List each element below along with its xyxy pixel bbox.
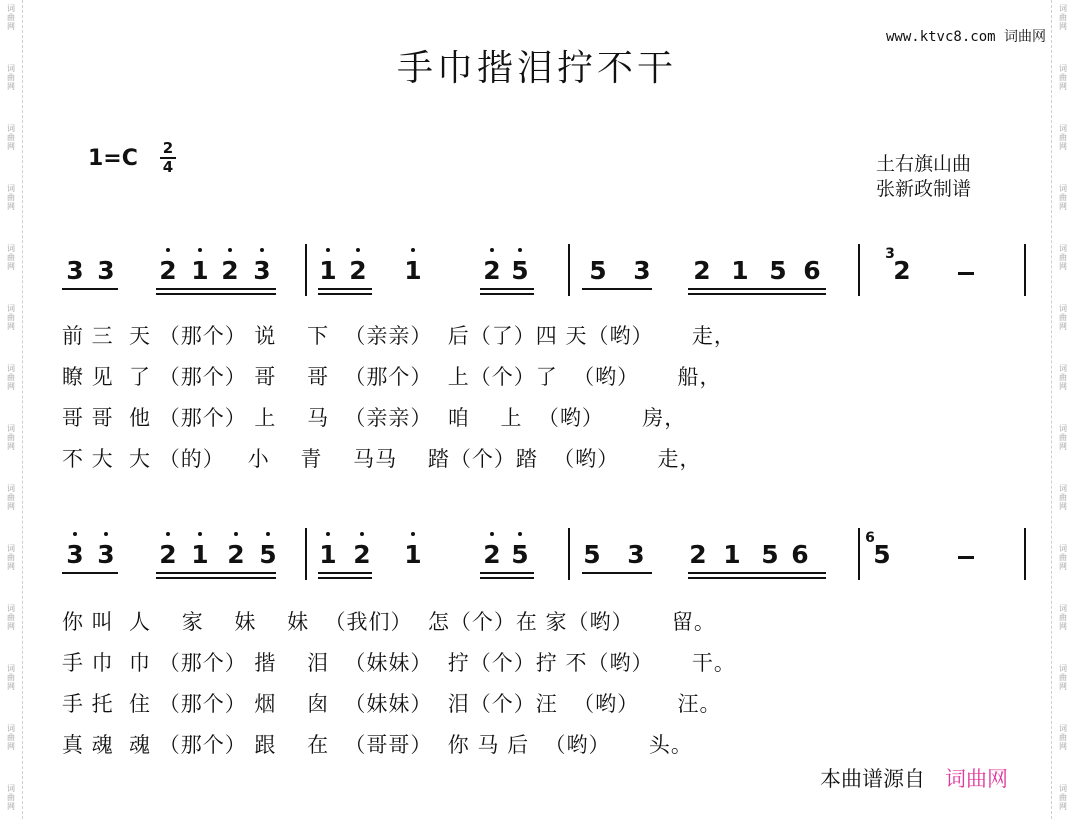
note: 6	[791, 540, 809, 569]
note: 3	[66, 540, 84, 569]
time-signature-top: 2	[162, 139, 174, 157]
beam-line	[480, 293, 534, 295]
beam-line	[318, 288, 372, 290]
watermark-text: 词 曲 网	[7, 724, 15, 751]
beam-line	[318, 577, 372, 579]
bar-line	[568, 244, 570, 296]
watermark-text: 词 曲 网	[7, 604, 15, 631]
beam-line	[156, 577, 276, 579]
lyric-line: 真 魂 魂 （那个） 跟 在 （哥哥） 你 马 后 （哟） 头。	[62, 733, 693, 757]
note: 1	[731, 256, 749, 285]
source-note	[820, 763, 1008, 793]
composer: 土右旗山曲	[876, 153, 972, 175]
watermark-text: 词 曲 网	[7, 424, 15, 451]
sustain-dash	[958, 556, 974, 559]
bar-line	[858, 244, 860, 296]
note: 2	[159, 540, 177, 569]
watermark-text: 词 曲 网	[7, 664, 15, 691]
note: 5	[511, 540, 529, 569]
arranger: 张新政制谱	[876, 178, 972, 200]
beam-line	[582, 288, 652, 290]
note: 3	[627, 540, 645, 569]
beam-line	[156, 293, 276, 295]
note: 2	[483, 540, 501, 569]
note: 3	[633, 256, 651, 285]
bar-line	[1024, 528, 1026, 580]
octave-dot	[260, 248, 264, 252]
watermark-text: 词 曲 网	[1059, 424, 1067, 451]
watermark-text: 词 曲 网	[1059, 724, 1067, 751]
note: 5	[583, 540, 601, 569]
beam-line	[582, 572, 652, 574]
octave-dot	[518, 248, 522, 252]
watermark-text: 词 曲 网	[7, 484, 15, 511]
octave-dot	[326, 248, 330, 252]
watermark-text: 词 曲 网	[7, 4, 15, 31]
bar-line	[1024, 244, 1026, 296]
note: 2	[483, 256, 501, 285]
lyric-line: 手 托 住 （那个） 烟 囱 （妹妹） 泪（个）汪 （哟） 汪。	[62, 692, 722, 716]
watermark-text: 词 曲 网	[1059, 244, 1067, 271]
octave-dot	[326, 532, 330, 536]
lyric-line: 前 三 天 （那个） 说 下 （亲亲） 后（了）四 天（哟） 走，	[62, 324, 736, 348]
note: 2	[221, 256, 239, 285]
beam-line	[688, 293, 826, 295]
watermark-text: 词 曲 网	[7, 364, 15, 391]
right-watermark-strip	[1051, 0, 1074, 819]
beam-line	[156, 572, 276, 574]
song-title: 手巾揩泪拧不干	[396, 48, 677, 89]
lyric-line: 瞭 见 了 （那个） 哥 哥 （那个） 上（个）了 （哟） 船，	[62, 365, 722, 389]
octave-dot	[356, 248, 360, 252]
note: 1	[319, 540, 337, 569]
octave-dot	[234, 532, 238, 536]
watermark-text: 词 曲 网	[1059, 664, 1067, 691]
bar-line	[568, 528, 570, 580]
note: 1	[723, 540, 741, 569]
sustain-dash	[958, 272, 974, 275]
watermark-text: 词 曲 网	[7, 784, 15, 811]
beam-line	[480, 572, 534, 574]
octave-dot	[518, 532, 522, 536]
grace-number: 6	[865, 530, 875, 546]
note: 5	[511, 256, 529, 285]
bar-line	[305, 244, 307, 296]
note: 3	[253, 256, 271, 285]
note: 5	[761, 540, 779, 569]
beam-line	[688, 577, 826, 579]
note: 1	[191, 540, 209, 569]
octave-dot	[198, 248, 202, 252]
octave-dot	[490, 532, 494, 536]
watermark-text: 词 曲 网	[1059, 484, 1067, 511]
watermark-text: 词 曲 网	[7, 184, 15, 211]
note: 2	[349, 256, 367, 285]
octave-dot	[360, 532, 364, 536]
lyric-line: 你 叫 人 家 妹 妹 （我们） 怎（个）在 家（哟） 留。	[62, 610, 716, 634]
beam-line	[688, 572, 826, 574]
time-signature-bottom: 4	[162, 158, 174, 176]
watermark-text: 词 曲 网	[7, 304, 15, 331]
octave-dot	[104, 532, 108, 536]
grace-number: 3	[885, 246, 895, 262]
note: 2	[689, 540, 707, 569]
octave-dot	[166, 532, 170, 536]
octave-dot	[73, 532, 77, 536]
beam-line	[480, 288, 534, 290]
watermark-text: 词 曲 网	[1059, 124, 1067, 151]
octave-dot	[411, 532, 415, 536]
octave-dot	[266, 532, 270, 536]
beam-line	[62, 288, 118, 290]
note: 2	[693, 256, 711, 285]
note: 1	[404, 256, 422, 285]
beam-line	[688, 288, 826, 290]
octave-dot	[198, 532, 202, 536]
beam-line	[318, 293, 372, 295]
watermark-text: 词 曲 网	[7, 124, 15, 151]
note: 5	[769, 256, 787, 285]
watermark-text: 词 曲 网	[7, 544, 15, 571]
watermark-text: 词 曲 网	[1059, 304, 1067, 331]
watermark-text: 词 曲 网	[7, 64, 15, 91]
bar-line	[305, 528, 307, 580]
website-label[interactable]: www.ktvc8.com 词曲网	[885, 29, 1046, 45]
note: 2	[159, 256, 177, 285]
note: 3	[66, 256, 84, 285]
watermark-text: 词 曲 网	[7, 244, 15, 271]
watermark-text: 词 曲 网	[1059, 184, 1067, 211]
note: 3	[97, 256, 115, 285]
note: 5	[873, 540, 891, 569]
note: 1	[319, 256, 337, 285]
beam-line	[318, 572, 372, 574]
source-brand[interactable]: 词曲网	[945, 767, 1008, 791]
octave-dot	[228, 248, 232, 252]
note: 2	[893, 256, 911, 285]
beam-line	[480, 577, 534, 579]
watermark-text: 词 曲 网	[1059, 784, 1067, 811]
lyric-line: 手 巾 巾 （那个） 揩 泪 （妹妹） 拧（个）拧 不（哟） 干。	[62, 651, 736, 675]
watermark-text: 词 曲 网	[1059, 64, 1067, 91]
key-signature: 1=C	[88, 146, 138, 171]
lyric-line: 哥 哥 他 （那个） 上 马 （亲亲） 咱 上 （哟） 房，	[62, 406, 687, 430]
note: 1	[191, 256, 209, 285]
note: 1	[404, 540, 422, 569]
left-watermark-strip	[0, 0, 23, 819]
beam-line	[156, 288, 276, 290]
watermark-text: 词 曲 网	[1059, 364, 1067, 391]
source-text: 本曲谱源自	[820, 767, 925, 791]
octave-dot	[166, 248, 170, 252]
octave-dot	[490, 248, 494, 252]
watermark-text: 词 曲 网	[1059, 604, 1067, 631]
lyric-line: 不 大 大 （的） 小 青 马马 踏（个）踏 （哟） 走，	[62, 447, 702, 471]
time-signature	[160, 141, 176, 175]
watermark-text: 词 曲 网	[1059, 544, 1067, 571]
note: 3	[97, 540, 115, 569]
credits	[876, 152, 971, 202]
octave-dot	[411, 248, 415, 252]
note: 6	[803, 256, 821, 285]
beam-line	[62, 572, 118, 574]
note: 2	[227, 540, 245, 569]
note: 2	[353, 540, 371, 569]
note: 5	[589, 256, 607, 285]
watermark-text: 词 曲 网	[1059, 4, 1067, 31]
note: 5	[259, 540, 277, 569]
